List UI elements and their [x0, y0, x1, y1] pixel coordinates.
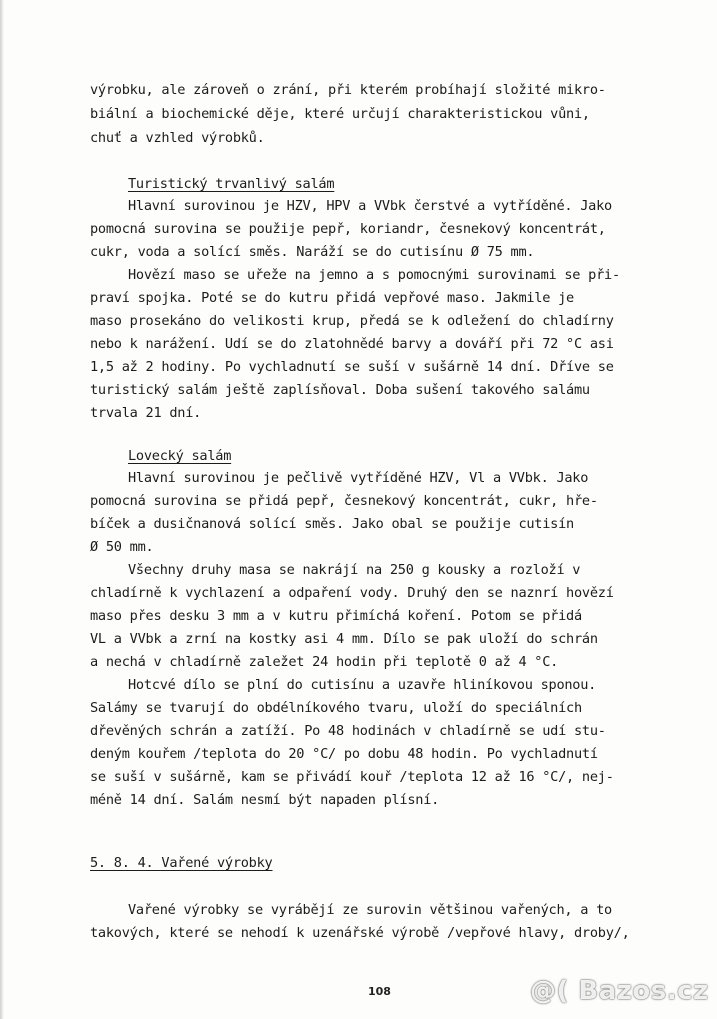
turisticky-line-3: cukr, voda a solící směs. Naráží se do cutisínu Ø 75 mm.	[90, 244, 535, 260]
intro-line-3: chuť a vzhled výrobků.	[90, 130, 265, 146]
lovecky-line-6: chladírně k vychlazení a odpaření vody. Druhý den se naznrí hovězí	[90, 585, 614, 601]
lovecky-line-3: bíček a dusičnanová solící směs. Jako obal se použije cutisín	[90, 516, 574, 532]
lovecky-line-5: Všechny druhy masa se nakrájí na 250 g kousky a rozloží v	[128, 562, 581, 578]
lovecky-line-2: pomocná surovina se přidá pepř, česnekový koncentrát, cukr, hře-	[90, 493, 598, 509]
intro-line-1: výrobku, ale zároveň o zrání, při kterém probíhají složité mikro-	[90, 82, 606, 98]
turisticky-line-5: praví spojka. Poté se do kutru přidá vepřové maso. Jakmile je	[90, 290, 574, 306]
heading-turisticky-salam: Turistický trvanlivý salám	[128, 176, 335, 192]
varene-line-1: Vařené výrobky se vyrábějí ze surovin většinou vařených, a to	[128, 902, 612, 918]
section-heading-varene-vyrobky: 5. 8. 4. Vařené výrobky	[90, 855, 273, 871]
page-edge	[0, 0, 4, 1019]
lovecky-line-15: méně 14 dní. Salám nesmí být napaden plísní.	[90, 792, 440, 808]
lovecky-line-8: VL a VVbk a zrní na kostky asi 4 mm. Dílo se pak uloží do schrán	[90, 631, 598, 647]
turisticky-line-10: trvala 21 dní.	[90, 405, 202, 421]
turisticky-line-9: turistický salám ještě zaplísňoval. Doba sušení takového salámu	[90, 382, 590, 398]
lovecky-line-7: maso přes desku 3 mm a v kutru přimíchá koření. Potom se přidá	[90, 608, 582, 624]
turisticky-line-7: nebo k narážení. Udí se do zlatohnědé barvy a dováří při 72 °C asi	[90, 336, 614, 352]
turisticky-line-2: pomocná surovina se použije pepř, koriandr, česnekový koncentrát,	[90, 221, 606, 237]
page-number: 108	[368, 985, 391, 998]
heading-lovecky-salam: Lovecký salám	[128, 448, 232, 464]
turisticky-line-6: maso prosekáno do velikosti krup, předá se k odležení do chladírny	[90, 313, 614, 329]
turisticky-line-8: 1,5 až 2 hodiny. Po vychladnutí se suší v sušárně 14 dní. Dříve se	[90, 359, 614, 375]
lovecky-line-11: Salámy se tvarují do obdélníkového tvaru, uloží do speciálních	[90, 700, 582, 716]
turisticky-line-1: Hlavní surovinou je HZV, HPV a VVbk čerstvé a vytříděné. Jako	[128, 198, 612, 214]
watermark: @( Bazos.cz	[530, 976, 709, 1006]
lovecky-line-14: se suší v sušárně, kam se přivádí kouř /teplota 12 až 16 °C/, nej-	[90, 769, 614, 785]
lovecky-line-1: Hlavní surovinou je pečlivě vytříděné HZV, Vl a VVbk. Jako	[128, 470, 589, 486]
intro-line-2: biální a biochemické děje, které určují charakteristickou vůni,	[90, 106, 590, 122]
lovecky-line-10: Hotcvé dílo se plní do cutisínu a uzavře hliníkovou sponou.	[128, 677, 597, 693]
lovecky-line-13: deným kouřem /teplota do 20 °C/ po dobu 48 hodin. Po vychladnutí	[90, 746, 598, 762]
lovecky-line-4: Ø 50 mm.	[90, 539, 154, 555]
varene-line-2: takových, které se nehodí k uzenářské výrobě /vepřové hlavy, droby/,	[90, 925, 630, 941]
lovecky-line-12: dřevěných schrán a zatíží. Po 48 hodinách v chladírně se udí stu-	[90, 723, 606, 739]
lovecky-line-9: a nechá v chladírně zaležet 24 hodin při teplotě 0 až 4 °C.	[90, 654, 559, 670]
turisticky-line-4: Hovězí maso se uřeže na jemno a s pomocnými surovinami se při-	[128, 267, 620, 283]
